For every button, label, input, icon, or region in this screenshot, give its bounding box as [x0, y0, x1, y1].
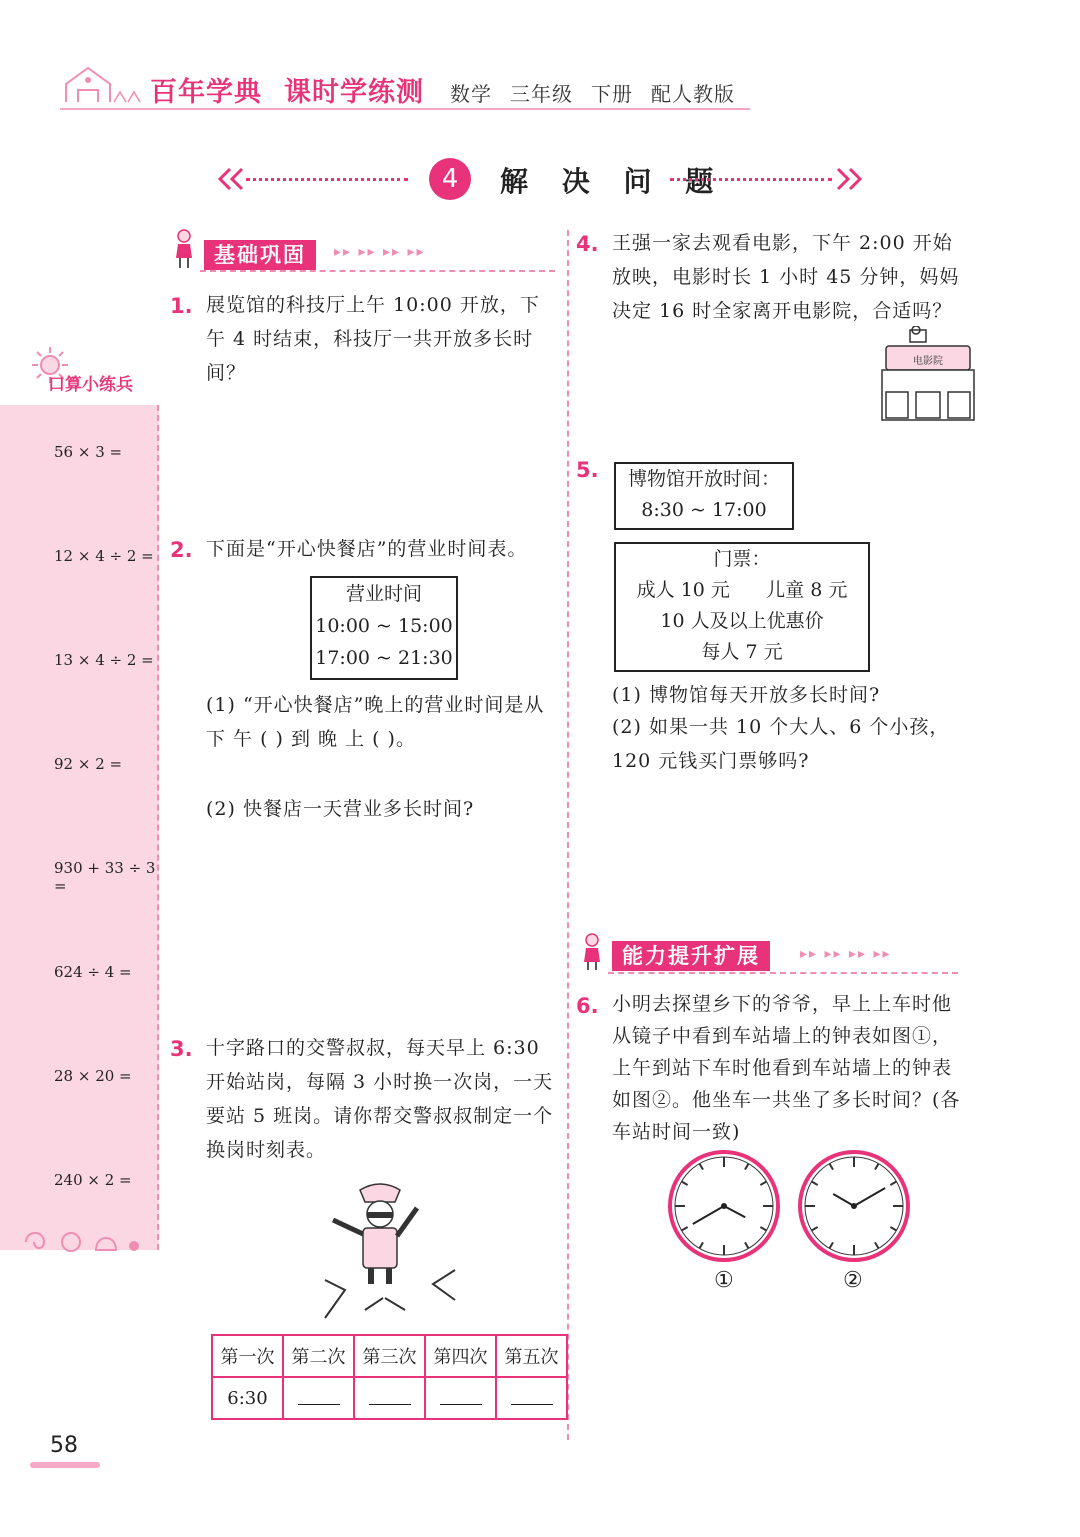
- clock-2: [794, 1150, 914, 1262]
- hours-table: [310, 576, 458, 680]
- house-logo-icon: [58, 62, 148, 108]
- hours-row: 10:00 ~ 15:00: [315, 615, 453, 637]
- badge-underline: [200, 270, 555, 272]
- badge-basic: 基础巩固: [204, 240, 316, 270]
- badge-advanced: 能力提升扩展: [612, 941, 770, 971]
- question-text: 展览馆的科技厅上午 10:00 开放，下午 4 时结束，科技厅一共开放多长时间？: [206, 294, 540, 384]
- group-discount: 10 人及以上优惠价: [660, 610, 824, 632]
- museum-hours-box: [614, 462, 794, 530]
- badge-chevrons: ▸▸ ▸▸ ▸▸ ▸▸: [334, 244, 426, 260]
- question-text: 王强一家去观看电影，下午 2:00 开始放映，电影时长 1 小时 45 分钟，妈妈决定 16 时全家离开电影院，合适吗？: [612, 232, 960, 322]
- question-number: 4.: [576, 232, 599, 256]
- table-header: 第五次: [496, 1335, 567, 1377]
- girl-figure-icon: [578, 932, 606, 972]
- subquestion: (1) 博物馆每天开放多长时间?: [612, 684, 881, 706]
- clock-label: ②: [843, 1268, 863, 1293]
- edition: 配人教版: [651, 82, 735, 106]
- table-header: 第一次: [212, 1335, 283, 1377]
- swirl-decoration-icon: [16, 1222, 146, 1262]
- question-number: 1.: [170, 294, 193, 318]
- question-number: 5.: [576, 458, 599, 482]
- hours-title: 营业时间: [345, 583, 422, 605]
- cinema-sign: 电影院: [913, 356, 943, 367]
- hours-row: 17:00 ~ 21:30: [315, 647, 453, 669]
- table-header: 第三次: [354, 1335, 425, 1377]
- question-text: 下面是“开心快餐店”的营业时间表。: [206, 538, 528, 560]
- calc-item: 240 × 2 =: [54, 1171, 132, 1189]
- subquestion: (1) “开心快餐店”晚上的营业时间是从 下 午 ( ) 到 晚 上 ( )。: [206, 694, 545, 750]
- question-text: 小明去探望乡下的爷爷，早上上车时他从镜子中看到车站墙上的钟表如图①，上午到站下车时他看到车站墙上的钟表如图②。他坐车一共坐了多长时间？(各车站时间一致): [612, 993, 961, 1143]
- badge-chevrons: ▸▸ ▸▸ ▸▸ ▸▸: [800, 946, 892, 962]
- question-number: 2.: [170, 538, 193, 562]
- calc-item: 12 × 4 ÷ 2 =: [54, 547, 154, 565]
- grade: 三年级: [510, 82, 573, 106]
- page-number: 58: [50, 1433, 78, 1458]
- brand-name: 百年学典: [150, 77, 262, 108]
- header-divider: [60, 108, 750, 110]
- calc-item: 56 × 3 =: [54, 443, 123, 461]
- duty-schedule-table: [211, 1334, 568, 1420]
- ticket-prices: [616, 575, 868, 606]
- subject: 数学: [450, 82, 492, 106]
- sidebar-title: 口算小练兵: [48, 375, 133, 395]
- page-number-bar: [30, 1462, 100, 1468]
- cinema-building-icon: [880, 326, 976, 422]
- column-divider: [567, 230, 569, 1440]
- question-number: 3.: [170, 1037, 193, 1061]
- section-title: 解 决 问 题: [500, 165, 726, 198]
- child-price: 儿童 8 元: [766, 579, 848, 601]
- adult-price: 成人 10 元: [636, 579, 730, 601]
- answer-blank[interactable]: [354, 1377, 425, 1419]
- mental-math-sidebar: [0, 405, 159, 1250]
- museum-hours-title: 博物馆开放时间：: [627, 468, 780, 490]
- calc-item: 624 ÷ 4 =: [54, 963, 132, 981]
- section-number: 4: [429, 158, 471, 200]
- table-header: 第四次: [425, 1335, 496, 1377]
- question-text: 十字路口的交警叔叔，每天早上 6:30 开始站岗，每隔 3 小时换一次岗，一天要站 5 班岗。请你帮交警叔叔制定一个换岗时刻表。: [206, 1037, 554, 1161]
- badge-underline: [608, 972, 958, 974]
- section-dots-right: [670, 178, 832, 181]
- header-meta: [450, 78, 753, 107]
- ticket-box: [614, 542, 870, 672]
- calc-item: 13 × 4 ÷ 2 =: [54, 651, 154, 669]
- clock-1: [664, 1150, 784, 1262]
- section-dots-left: [246, 178, 408, 181]
- calc-item: 92 × 2 =: [54, 755, 123, 773]
- table-header: 第二次: [283, 1335, 354, 1377]
- calc-item: 930 + 33 ÷ 3 =: [54, 859, 156, 895]
- brand-title: [150, 70, 446, 109]
- volume: 下册: [591, 82, 633, 106]
- clock-label: ①: [714, 1268, 734, 1293]
- museum-hours: 8:30 ~ 17:00: [641, 499, 767, 521]
- answer-blank[interactable]: [283, 1377, 354, 1419]
- girl-figure-icon: [170, 228, 198, 270]
- calc-item: 28 × 20 =: [54, 1067, 132, 1085]
- question-number: 6.: [576, 994, 599, 1018]
- group-price: 每人 7 元: [701, 641, 783, 663]
- subquestion: (2) 快餐店一天营业多长时间?: [206, 798, 475, 820]
- double-chevron-left-icon: [216, 166, 246, 192]
- subquestion: (2) 如果一共 10 个大人、6 个小孩，120 元钱买门票够吗?: [612, 716, 950, 772]
- answer-blank[interactable]: [496, 1377, 567, 1419]
- double-chevron-right-icon: [834, 166, 864, 192]
- ticket-title: 门票：: [713, 548, 771, 570]
- answer-blank[interactable]: [425, 1377, 496, 1419]
- brand-series: 课时学练测: [284, 77, 424, 108]
- table-cell: 6:30: [212, 1377, 283, 1419]
- traffic-police-icon: [315, 1180, 465, 1320]
